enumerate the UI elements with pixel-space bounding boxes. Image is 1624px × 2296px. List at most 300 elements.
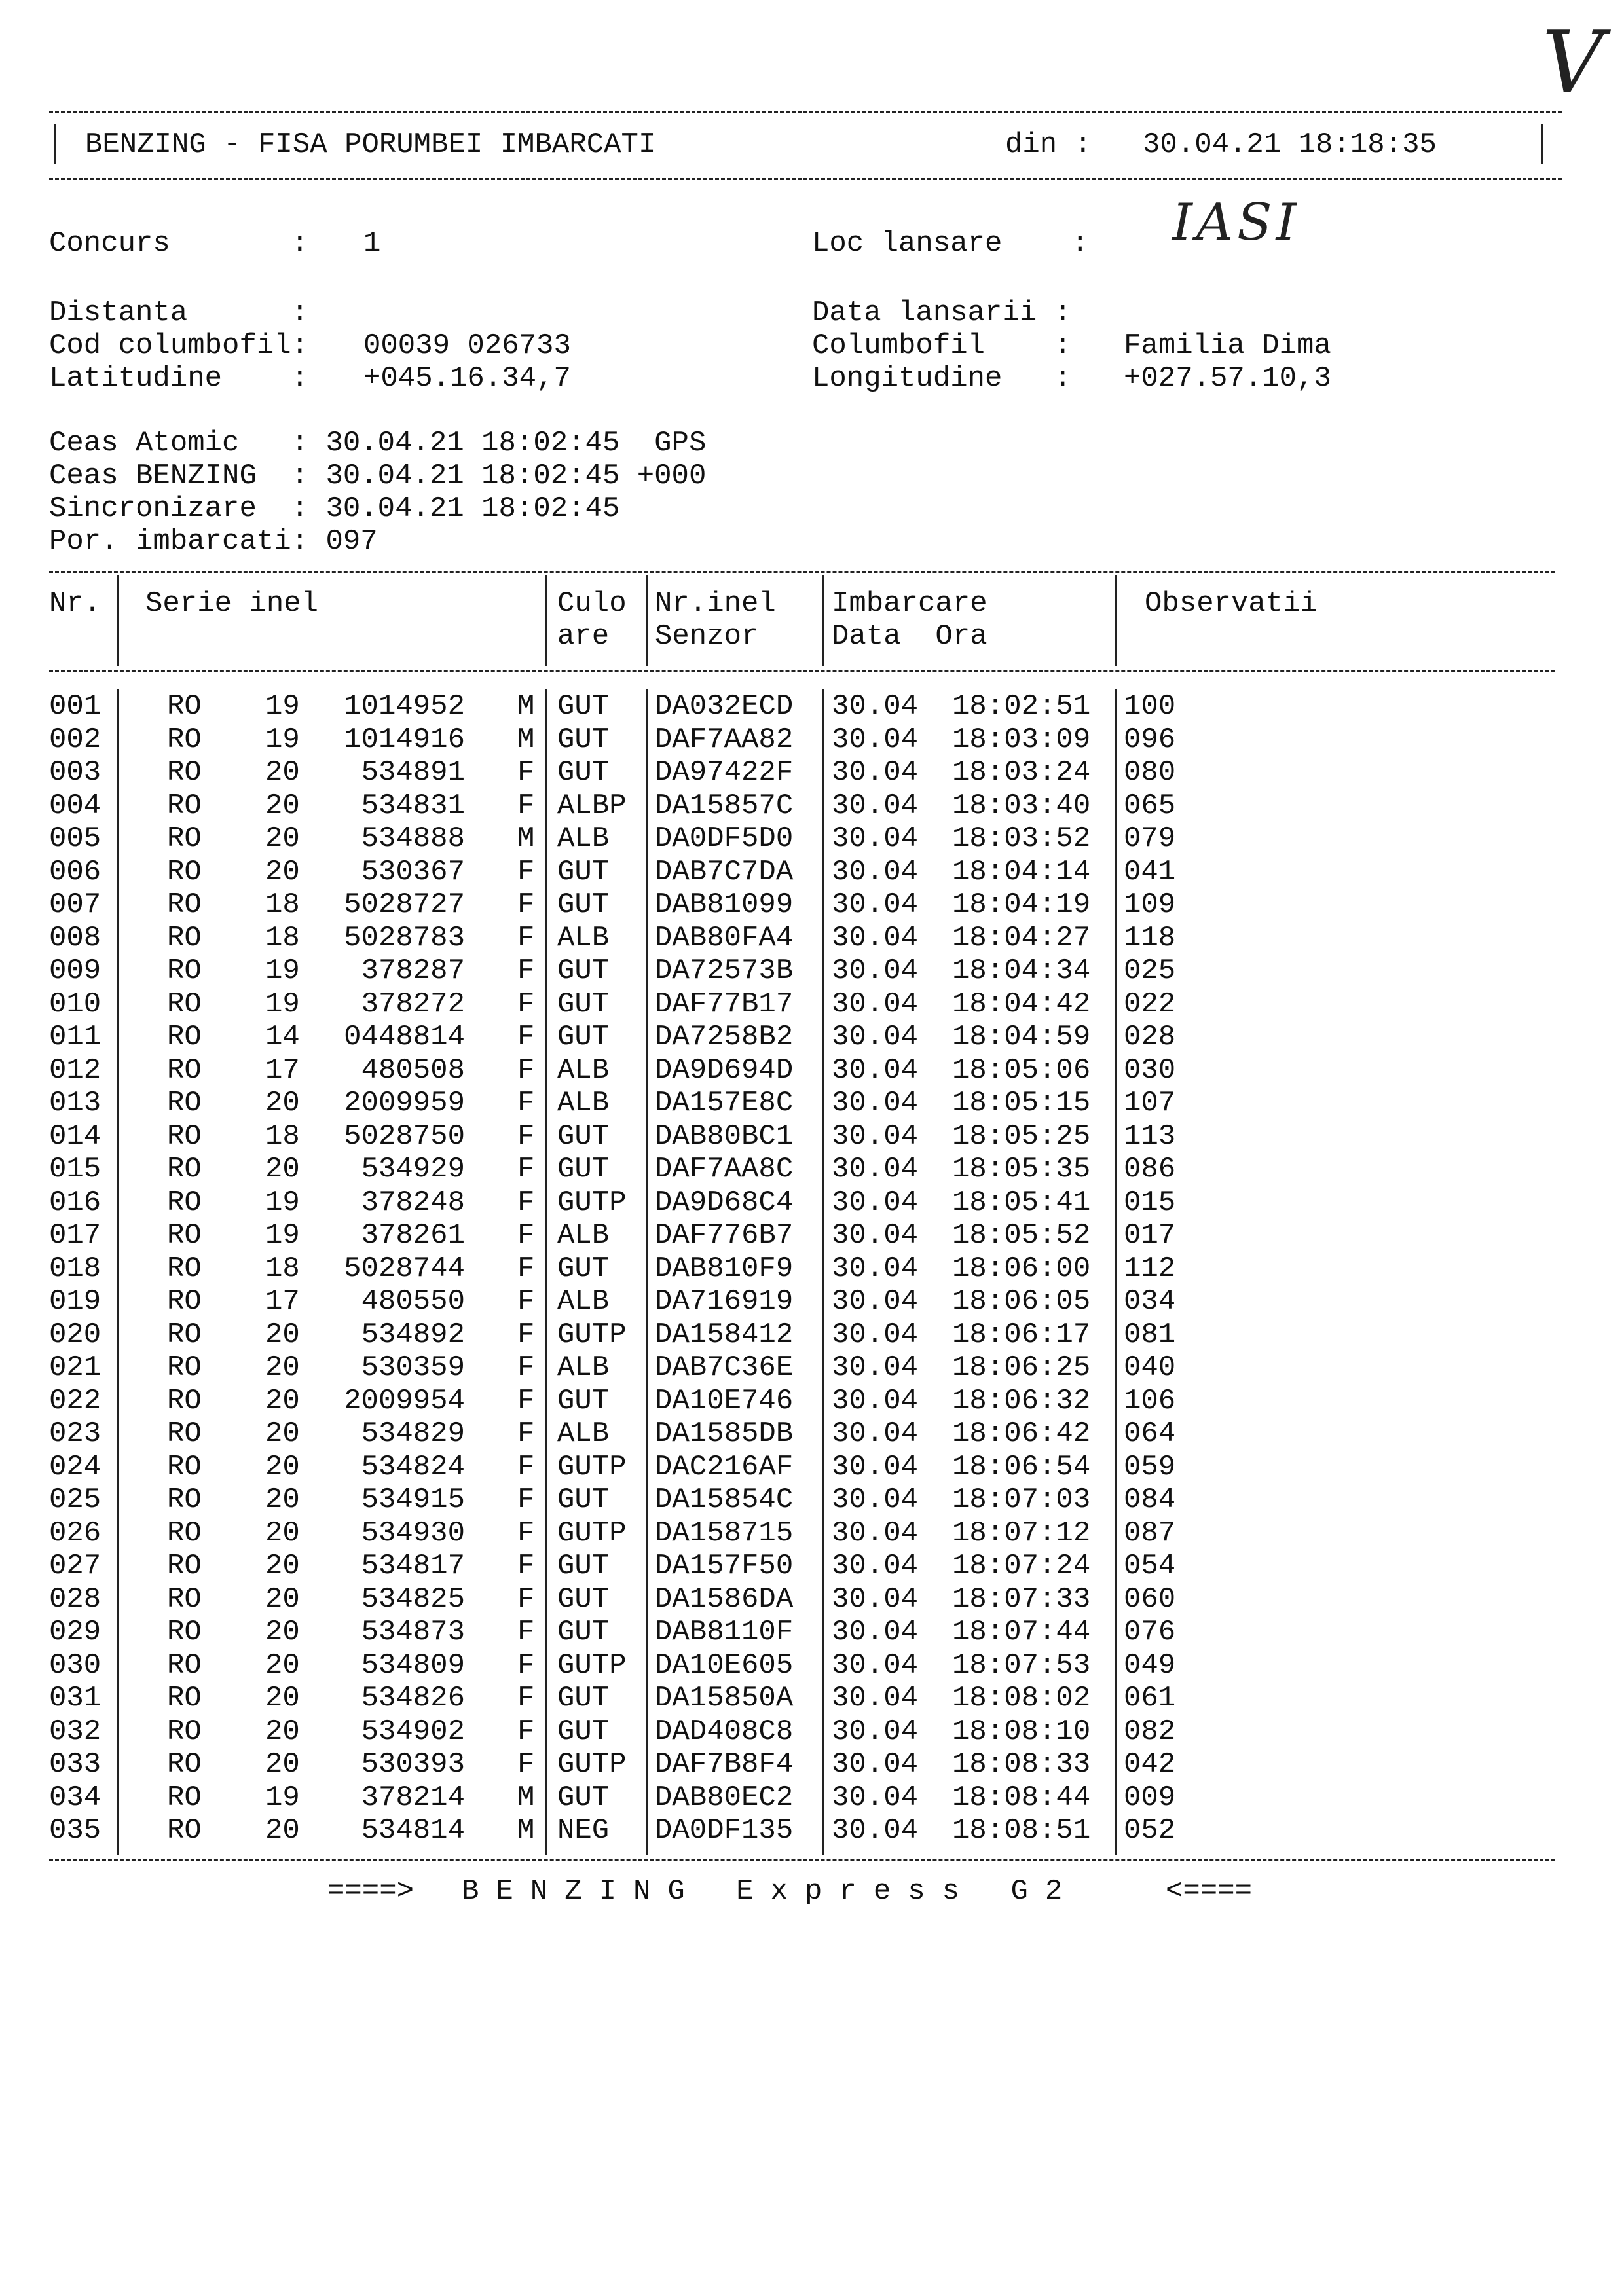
cell-sex: F	[517, 1616, 535, 1649]
cell-country: RO	[167, 1120, 202, 1153]
cell-color: GUT	[557, 1781, 610, 1814]
cell-time: 18:04:34	[952, 955, 1091, 987]
table-row	[0, 1550, 1624, 1583]
cell-year: 17	[265, 1285, 300, 1318]
cell-country: RO	[167, 1516, 202, 1550]
cell-ring: 0448814	[344, 1021, 465, 1053]
table-row	[0, 1451, 1624, 1484]
cell-nr: 015	[49, 1153, 101, 1186]
cell-sex: F	[517, 1153, 535, 1186]
cell-ring: 5028727	[344, 888, 465, 921]
table-row	[0, 723, 1624, 757]
cell-country: RO	[167, 1814, 202, 1847]
cell-nr: 023	[49, 1417, 101, 1450]
cell-time: 18:07:12	[952, 1516, 1091, 1550]
cell-color: GUT	[557, 1384, 610, 1417]
cell-ring: 378261	[361, 1219, 465, 1252]
cell-time: 18:05:52	[952, 1219, 1091, 1252]
table-row	[0, 1186, 1624, 1220]
cell-color: ALB	[557, 921, 610, 955]
cell-sensor: DA0DF5D0	[655, 822, 794, 855]
cell-time: 18:06:25	[952, 1351, 1091, 1384]
cell-observatii: 040	[1124, 1351, 1176, 1384]
cell-sensor: DAF77B17	[655, 987, 794, 1021]
header-imbarcare-1: Imbarcare	[832, 587, 987, 620]
cell-observatii: 028	[1124, 1021, 1176, 1053]
cell-time: 18:07:53	[952, 1649, 1091, 1682]
cell-sensor: DA157E8C	[655, 1087, 794, 1120]
cell-date: 30.04	[832, 1384, 919, 1417]
cell-sex: F	[517, 987, 535, 1021]
cell-date: 30.04	[832, 1351, 919, 1384]
cell-sensor: DA158412	[655, 1318, 794, 1351]
cell-sex: F	[517, 921, 535, 955]
cell-country: RO	[167, 1649, 202, 1682]
cell-color: GUTP	[557, 1186, 627, 1219]
cell-color: GUT	[557, 1153, 610, 1186]
table-row	[0, 1153, 1624, 1186]
cell-time: 18:04:14	[952, 855, 1091, 888]
cell-observatii: 034	[1124, 1285, 1176, 1318]
cell-country: RO	[167, 1715, 202, 1748]
header-serie-inel: Serie inel	[145, 587, 319, 620]
cell-sex: F	[517, 1715, 535, 1748]
cell-sex: F	[517, 1053, 535, 1087]
table-row	[0, 1583, 1624, 1616]
cell-ring: 534891	[361, 756, 465, 789]
cell-observatii: 064	[1124, 1417, 1176, 1450]
table-row	[0, 1616, 1624, 1649]
cell-ring: 1014952	[344, 690, 465, 723]
cell-sex: F	[517, 1516, 535, 1550]
cell-sex: F	[517, 1186, 535, 1219]
cell-sensor: DA7258B2	[655, 1021, 794, 1053]
header-nr: Nr.	[49, 587, 101, 620]
cell-country: RO	[167, 1682, 202, 1715]
cell-sensor: DA72573B	[655, 955, 794, 987]
cell-color: GUTP	[557, 1748, 627, 1781]
cell-sensor: DA157F50	[655, 1550, 794, 1582]
cell-nr: 027	[49, 1550, 101, 1582]
cell-nr: 007	[49, 888, 101, 921]
cell-time: 18:06:05	[952, 1285, 1091, 1318]
cell-time: 18:04:42	[952, 987, 1091, 1021]
cell-nr: 031	[49, 1682, 101, 1715]
table-row	[0, 1814, 1624, 1848]
cell-year: 20	[265, 1516, 300, 1550]
cell-date: 30.04	[832, 1582, 919, 1616]
cell-year: 20	[265, 1417, 300, 1450]
cell-sex: F	[517, 1351, 535, 1384]
cell-date: 30.04	[832, 888, 919, 921]
cell-year: 20	[265, 1450, 300, 1484]
cell-color: GUT	[557, 855, 610, 888]
cell-sensor: DAB7C7DA	[655, 855, 794, 888]
cell-color: GUT	[557, 690, 610, 723]
header-nr-inel-1: Nr.inel	[655, 587, 776, 620]
cell-time: 18:06:42	[952, 1417, 1091, 1450]
table-row	[0, 1781, 1624, 1815]
cell-observatii: 041	[1124, 855, 1176, 888]
cell-observatii: 109	[1124, 888, 1176, 921]
table-top-rule	[49, 571, 1555, 573]
col-sep-serie	[545, 575, 547, 666]
cell-observatii: 025	[1124, 955, 1176, 987]
cell-ring: 534824	[361, 1450, 465, 1484]
cell-color: ALBP	[557, 789, 627, 822]
cell-nr: 030	[49, 1649, 101, 1682]
table-row	[0, 1021, 1624, 1054]
cell-color: ALB	[557, 1417, 610, 1450]
cell-year: 17	[265, 1053, 300, 1087]
table-row	[0, 1748, 1624, 1781]
cell-country: RO	[167, 1252, 202, 1285]
cell-year: 18	[265, 1120, 300, 1153]
cell-nr: 028	[49, 1582, 101, 1616]
cell-ring: 2009959	[344, 1087, 465, 1120]
cell-time: 18:08:44	[952, 1781, 1091, 1814]
cell-color: GUT	[557, 1682, 610, 1715]
cell-nr: 008	[49, 921, 101, 955]
cell-nr: 003	[49, 756, 101, 789]
cell-sensor: DA158715	[655, 1516, 794, 1550]
cell-ring: 534873	[361, 1616, 465, 1649]
col-sep-nr	[117, 575, 119, 666]
cell-observatii: 076	[1124, 1616, 1176, 1649]
cell-observatii: 065	[1124, 789, 1176, 822]
cell-year: 18	[265, 888, 300, 921]
cell-ring: 5028744	[344, 1252, 465, 1285]
cell-date: 30.04	[832, 1285, 919, 1318]
cell-nr: 004	[49, 789, 101, 822]
handwritten-check-mark: V	[1542, 12, 1604, 112]
header-date-value: 30.04.21 18:18:35	[1143, 128, 1437, 161]
cell-date: 30.04	[832, 1417, 919, 1450]
table-row	[0, 1484, 1624, 1517]
cell-year: 14	[265, 1021, 300, 1053]
cell-sex: F	[517, 1450, 535, 1484]
cell-date: 30.04	[832, 1252, 919, 1285]
col-sep-senzor	[822, 575, 824, 666]
cell-sex: F	[517, 1219, 535, 1252]
cell-color: GUT	[557, 756, 610, 789]
table-row	[0, 1385, 1624, 1418]
cell-sex: F	[517, 1582, 535, 1616]
header-culoare-2: are	[557, 620, 610, 653]
cell-country: RO	[167, 1781, 202, 1814]
cell-country: RO	[167, 1417, 202, 1450]
cell-observatii: 096	[1124, 723, 1176, 756]
cell-time: 18:08:51	[952, 1814, 1091, 1847]
cell-date: 30.04	[832, 1021, 919, 1053]
cell-sensor: DAC216AF	[655, 1450, 794, 1484]
cell-observatii: 084	[1124, 1484, 1176, 1516]
cell-time: 18:05:41	[952, 1186, 1091, 1219]
cell-year: 20	[265, 1682, 300, 1715]
cell-color: GUT	[557, 1715, 610, 1748]
header-nr-inel-2: Senzor	[655, 620, 759, 653]
cell-time: 18:07:33	[952, 1582, 1091, 1616]
cell-year: 20	[265, 756, 300, 789]
table-row	[0, 1715, 1624, 1749]
cell-date: 30.04	[832, 723, 919, 756]
cell-country: RO	[167, 955, 202, 987]
cell-observatii: 017	[1124, 1219, 1176, 1252]
cell-observatii: 079	[1124, 822, 1176, 855]
table-row	[0, 1120, 1624, 1154]
cell-nr: 011	[49, 1021, 101, 1053]
cell-sensor: DAB80EC2	[655, 1781, 794, 1814]
cell-observatii: 022	[1124, 987, 1176, 1021]
cell-sex: F	[517, 1748, 535, 1781]
table-row	[0, 988, 1624, 1021]
table-row	[0, 1319, 1624, 1352]
cell-ring: 5028783	[344, 921, 465, 955]
cell-sensor: DAB81099	[655, 888, 794, 921]
cell-nr: 012	[49, 1053, 101, 1087]
cell-color: GUT	[557, 955, 610, 987]
cell-sex: F	[517, 1550, 535, 1582]
cell-date: 30.04	[832, 855, 919, 888]
cell-year: 20	[265, 1649, 300, 1682]
cell-sensor: DAF7AA82	[655, 723, 794, 756]
columbofil-value: Familia Dima	[1124, 329, 1331, 362]
cell-time: 18:03:52	[952, 822, 1091, 855]
table-row	[0, 856, 1624, 889]
cell-color: GUT	[557, 1582, 610, 1616]
cell-color: GUT	[557, 1120, 610, 1153]
cell-nr: 034	[49, 1781, 101, 1814]
cell-nr: 022	[49, 1384, 101, 1417]
cell-country: RO	[167, 1384, 202, 1417]
cell-date: 30.04	[832, 1087, 919, 1120]
ceas-atomic-line: Ceas Atomic : 30.04.21 18:02:45 GPS	[49, 427, 707, 460]
cell-year: 19	[265, 987, 300, 1021]
cell-date: 30.04	[832, 1053, 919, 1087]
cell-observatii: 030	[1124, 1053, 1176, 1087]
cell-country: RO	[167, 1021, 202, 1053]
cell-observatii: 107	[1124, 1087, 1176, 1120]
table-bottom-rule	[49, 1859, 1555, 1861]
cell-color: GUT	[557, 987, 610, 1021]
cell-country: RO	[167, 1219, 202, 1252]
cell-time: 18:03:24	[952, 756, 1091, 789]
data-lansarii-label: Data lansarii :	[812, 297, 1072, 329]
cell-year: 20	[265, 1582, 300, 1616]
cell-country: RO	[167, 1351, 202, 1384]
cell-year: 18	[265, 921, 300, 955]
cell-country: RO	[167, 789, 202, 822]
cell-color: GUTP	[557, 1516, 627, 1550]
cell-observatii: 080	[1124, 756, 1176, 789]
cell-sex: M	[517, 723, 535, 756]
cell-sensor: DAB7C36E	[655, 1351, 794, 1384]
table-row	[0, 1417, 1624, 1451]
cell-year: 19	[265, 1781, 300, 1814]
cell-nr: 006	[49, 855, 101, 888]
cell-country: RO	[167, 822, 202, 855]
cell-observatii: 100	[1124, 690, 1176, 723]
ceas-benzing-line: Ceas BENZING : 30.04.21 18:02:45 +000	[49, 460, 707, 492]
cell-year: 20	[265, 1484, 300, 1516]
cell-sex: M	[517, 1814, 535, 1847]
footer-left-arrow: ====>	[327, 1875, 415, 1908]
cell-sensor: DA15854C	[655, 1484, 794, 1516]
cell-observatii: 061	[1124, 1682, 1176, 1715]
cell-time: 18:05:35	[952, 1153, 1091, 1186]
cell-year: 20	[265, 1550, 300, 1582]
cell-date: 30.04	[832, 1450, 919, 1484]
cell-color: NEG	[557, 1814, 610, 1847]
cell-year: 20	[265, 1814, 300, 1847]
cell-time: 18:04:27	[952, 921, 1091, 955]
cell-time: 18:06:54	[952, 1450, 1091, 1484]
cell-sensor: DA15850A	[655, 1682, 794, 1715]
cell-color: GUT	[557, 1252, 610, 1285]
cell-nr: 021	[49, 1351, 101, 1384]
cell-year: 19	[265, 690, 300, 723]
cell-ring: 378272	[361, 987, 465, 1021]
cell-year: 20	[265, 1318, 300, 1351]
cell-sensor: DA10E605	[655, 1649, 794, 1682]
cell-nr: 025	[49, 1484, 101, 1516]
cell-date: 30.04	[832, 1781, 919, 1814]
porumbei-imbarcati-line: Por. imbarcati: 097	[49, 525, 378, 558]
cell-sensor: DAF776B7	[655, 1219, 794, 1252]
cell-country: RO	[167, 690, 202, 723]
cell-sex: M	[517, 1781, 535, 1814]
cell-sex: F	[517, 1285, 535, 1318]
table-row	[0, 756, 1624, 790]
cell-nr: 014	[49, 1120, 101, 1153]
cell-ring: 1014916	[344, 723, 465, 756]
cod-columbofil-label: Cod columbofil:	[49, 329, 309, 362]
cell-ring: 534814	[361, 1814, 465, 1847]
cell-observatii: 059	[1124, 1450, 1176, 1484]
cell-color: GUTP	[557, 1649, 627, 1682]
cell-nr: 032	[49, 1715, 101, 1748]
cell-nr: 035	[49, 1814, 101, 1847]
cell-country: RO	[167, 1550, 202, 1582]
latitudine-label: Latitudine :	[49, 362, 309, 395]
cell-observatii: 042	[1124, 1748, 1176, 1781]
cell-year: 20	[265, 789, 300, 822]
cell-color: ALB	[557, 1053, 610, 1087]
cell-time: 18:07:03	[952, 1484, 1091, 1516]
cell-year: 20	[265, 1715, 300, 1748]
cell-time: 18:03:40	[952, 789, 1091, 822]
cell-observatii: 113	[1124, 1120, 1176, 1153]
cell-date: 30.04	[832, 1814, 919, 1847]
cell-observatii: 052	[1124, 1814, 1176, 1847]
cell-country: RO	[167, 888, 202, 921]
header-title: BENZING - FISA PORUMBEI IMBARCATI	[85, 128, 656, 161]
cell-date: 30.04	[832, 756, 919, 789]
latitudine-value: +045.16.34,7	[363, 362, 571, 395]
cell-date: 30.04	[832, 1219, 919, 1252]
cell-nr: 029	[49, 1616, 101, 1649]
cell-date: 30.04	[832, 1715, 919, 1748]
cell-time: 18:06:32	[952, 1384, 1091, 1417]
cell-year: 19	[265, 955, 300, 987]
cell-observatii: 009	[1124, 1781, 1176, 1814]
cell-year: 19	[265, 723, 300, 756]
cell-observatii: 054	[1124, 1550, 1176, 1582]
concurs-label: Concurs :	[49, 227, 309, 260]
cell-color: GUTP	[557, 1318, 627, 1351]
longitudine-value: +027.57.10,3	[1124, 362, 1331, 395]
cell-sex: M	[517, 822, 535, 855]
cell-ring: 534888	[361, 822, 465, 855]
cell-time: 18:06:00	[952, 1252, 1091, 1285]
cell-date: 30.04	[832, 955, 919, 987]
cell-date: 30.04	[832, 1484, 919, 1516]
cell-year: 18	[265, 1252, 300, 1285]
cell-color: ALB	[557, 1285, 610, 1318]
cell-sensor: DA9D694D	[655, 1053, 794, 1087]
cell-nr: 026	[49, 1516, 101, 1550]
cell-date: 30.04	[832, 822, 919, 855]
cell-country: RO	[167, 855, 202, 888]
cell-ring: 534892	[361, 1318, 465, 1351]
header-top-rule	[49, 111, 1562, 113]
table-header-bottom-rule	[49, 670, 1555, 672]
cell-ring: 530359	[361, 1351, 465, 1384]
table-row	[0, 955, 1624, 988]
cell-date: 30.04	[832, 1153, 919, 1186]
cell-ring: 534930	[361, 1516, 465, 1550]
cell-time: 18:05:15	[952, 1087, 1091, 1120]
cell-sex: F	[517, 1120, 535, 1153]
cell-color: ALB	[557, 822, 610, 855]
cell-date: 30.04	[832, 1186, 919, 1219]
cell-year: 20	[265, 1351, 300, 1384]
cell-ring: 534809	[361, 1649, 465, 1682]
cell-nr: 019	[49, 1285, 101, 1318]
cell-date: 30.04	[832, 1550, 919, 1582]
cell-color: GUT	[557, 1616, 610, 1649]
cell-sex: F	[517, 955, 535, 987]
table-row	[0, 790, 1624, 823]
cell-year: 20	[265, 1087, 300, 1120]
cell-ring: 534817	[361, 1550, 465, 1582]
cell-country: RO	[167, 1053, 202, 1087]
cell-sex: F	[517, 1682, 535, 1715]
cell-observatii: 086	[1124, 1153, 1176, 1186]
cell-ring: 378214	[361, 1781, 465, 1814]
cell-nr: 002	[49, 723, 101, 756]
cell-observatii: 087	[1124, 1516, 1176, 1550]
cell-sensor: DA032ECD	[655, 690, 794, 723]
cell-date: 30.04	[832, 690, 919, 723]
cell-year: 20	[265, 1748, 300, 1781]
cell-ring: 480508	[361, 1053, 465, 1087]
cell-year: 20	[265, 1384, 300, 1417]
cell-sex: F	[517, 855, 535, 888]
cell-time: 18:02:51	[952, 690, 1091, 723]
cell-sex: F	[517, 1021, 535, 1053]
cell-color: GUT	[557, 1021, 610, 1053]
cell-nr: 033	[49, 1748, 101, 1781]
cell-sensor: DAF7B8F4	[655, 1748, 794, 1781]
cell-sensor: DA1586DA	[655, 1582, 794, 1616]
cell-ring: 378287	[361, 955, 465, 987]
table-row	[0, 1517, 1624, 1550]
cell-observatii: 049	[1124, 1649, 1176, 1682]
cell-date: 30.04	[832, 1318, 919, 1351]
cell-observatii: 118	[1124, 921, 1176, 955]
cell-color: ALB	[557, 1087, 610, 1120]
